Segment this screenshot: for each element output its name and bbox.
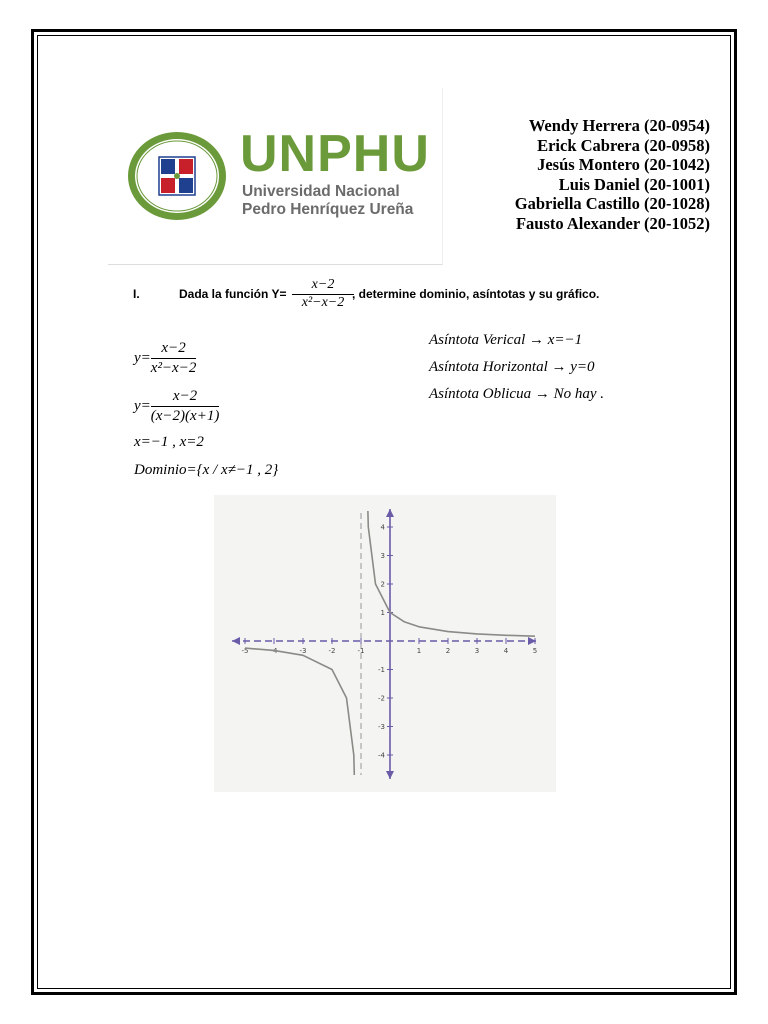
authors-list [515,116,710,234]
curve-branch-1 [245,648,358,792]
function-graph [214,495,556,792]
x-tick-label: 4 [503,647,509,655]
y-tick-label: 2 [380,580,385,589]
x-tick-label: -3 [299,647,307,655]
author-name: Erick Cabrera (20-0958) [537,135,710,155]
asymptote-oblique: Asíntota Oblicua → No hay . [429,386,604,402]
equation-2-denominator: (x−2)(x+1) [150,408,220,424]
y-tick-label: -4 [378,751,385,760]
x-tick-label: -5 [241,647,249,655]
question-fraction-denominator: x²−x−2 [301,295,345,310]
y-axis-arrow-bottom [386,771,394,779]
author-name: Luis Daniel (20-1001) [558,174,710,194]
domain: Dominio={x / x≠−1 , 2} [134,462,279,478]
question-lead: Dada la función Y= [179,287,287,301]
x-tick-label: 5 [532,647,538,655]
y-tick-label: -1 [378,666,385,674]
logo-line-2: Pedro Henríquez Ureña [242,201,414,218]
university-seal-icon [126,130,228,222]
equation-1 [134,340,196,377]
y-tick-label: 1 [380,609,385,617]
question-fraction [292,277,354,311]
equation-1-lhs: y= [134,349,151,366]
author-name: Wendy Herrera (20-0954) [528,116,710,135]
asymptote-vertical: Asíntota Verical → x=−1 [429,332,583,348]
equation-2-lhs: y= [134,397,151,414]
x-tick-label: -4 [270,647,278,655]
y-tick-label: -2 [378,694,385,703]
equation-2 [134,388,219,425]
y-tick-label: 4 [380,523,385,532]
y-tick-label: -3 [378,723,385,731]
equation-1-numerator: x−2 [151,340,197,359]
question-tail: , determine dominio, asíntotas y su gráfico. [352,287,600,301]
question-fraction-numerator: x−2 [292,277,354,295]
university-logo [108,88,443,265]
x-axis-arrow-left [232,637,240,645]
x-tick-label: -2 [328,647,336,655]
author-name: Jesús Montero (20-1042) [537,155,710,175]
x-tick-label: 1 [416,647,422,655]
roots: x=−1 , x=2 [134,434,204,450]
y-axis-arrow-top [386,509,394,517]
function-graph-chart [214,495,556,792]
equation-1-denominator: x²−x−2 [150,360,197,376]
x-tick-label: -1 [357,647,365,655]
y-tick-label: 3 [380,552,385,560]
x-tick-label: 3 [474,647,480,655]
author-name: Fausto Alexander (20-1052) [515,213,710,233]
question-number: I. [133,287,140,301]
author-name: Gabriella Castillo (20-1028) [514,194,710,214]
x-tick-label: 2 [445,647,451,655]
asymptote-horizontal: Asíntota Horizontal → y=0 [429,359,595,375]
logo-wordmark: UNPHU [240,125,430,183]
logo-line-1: Universidad Nacional [242,183,400,200]
equation-2-numerator: x−2 [151,388,220,407]
